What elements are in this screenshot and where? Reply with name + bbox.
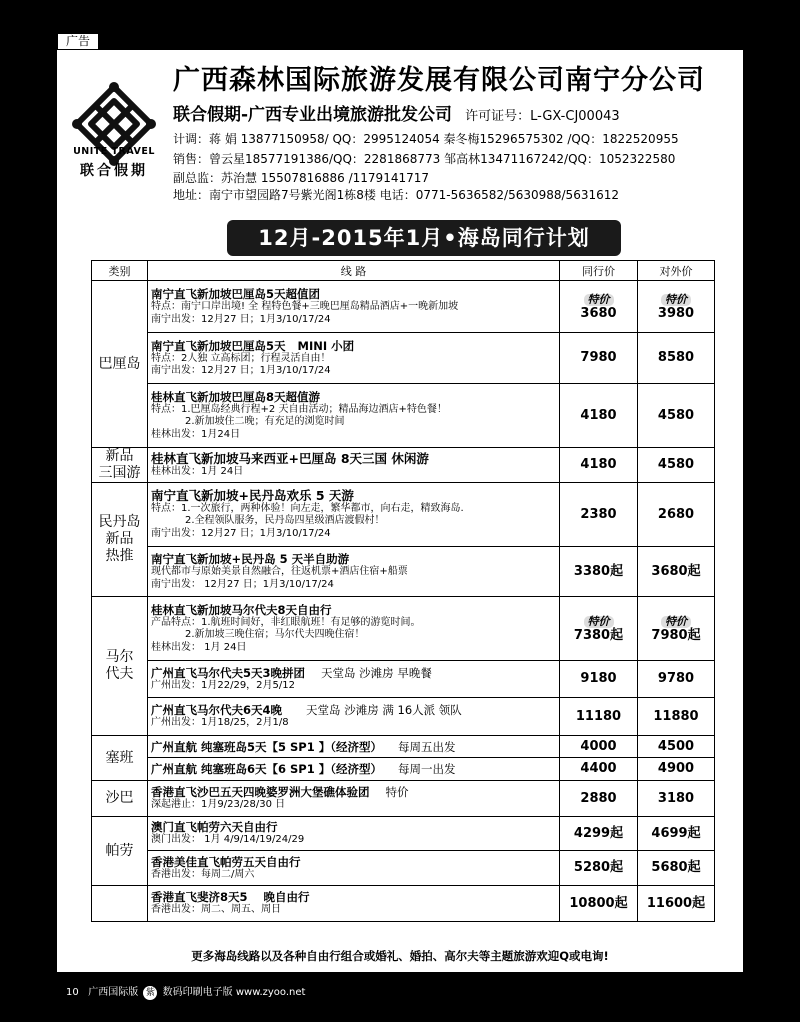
retail-price: 3980 [657,305,695,321]
publication-url: 数码印刷电子版 www.zyoo.net [162,987,306,998]
route-title-main: 广州直飞马尔代夫5天3晚拼团 [151,665,306,680]
retail-price: 5680起 [638,851,715,886]
route-cell [148,333,560,384]
license-number: 许可证号：L-GX-CJ00043 [465,109,620,124]
table-row [92,384,715,448]
retail-price: 4500 [638,736,715,758]
retail-price: 4699起 [638,817,715,851]
route-note: 每周一出发 [398,762,456,776]
contact-line-sales: 销售：曾云星18577191386/QQ：2281868773 邹高林13471167242/QQ：1052322580 [173,152,676,166]
peer-price-cell [560,597,638,661]
route-title [151,762,556,776]
route-title [151,890,556,904]
peer-price: 2880 [560,781,638,817]
retail-price: 4900 [638,758,715,781]
route-departure: 桂林出发：1月 24日 [151,465,244,477]
table-header-row [92,261,715,281]
route-note: 天堂岛 沙滩房 满 16人派 领队 [306,703,462,718]
route-cell [148,597,560,661]
route-departure: 澳门出发： 1月 4/9/14/19/24/29 [151,834,305,846]
route-note: 每周五出发 [398,739,456,754]
category-bintan [92,483,148,597]
route-title-main: 广州直飞马尔代夫6天4晚 [151,703,283,718]
header-retail-price: 对外价 [638,261,715,281]
route-detail: 2.新加坡三晚住宿；马尔代夫四晚住宿！ [185,629,365,641]
route-title-main: 香港直飞沙巴五天四晚婆罗洲大堡礁体验团 [151,785,370,800]
route-title [151,703,556,717]
table-row [92,817,715,851]
route-title: 桂林直飞新加坡马来西亚+巴厘岛 8天三国 休闲游 [151,450,429,466]
route-departure: 广州出发：1月18/25，2月1/8 [151,717,289,729]
table-row [92,781,715,817]
table-row [92,851,715,886]
category-fiji-empty [92,886,148,922]
category-three-country [92,448,148,483]
category-bali: 巴厘岛 [92,281,148,448]
table-row [92,483,715,547]
footer-note: 更多海岛线路以及各种自由行组合或婚礼、婚拍、高尔夫等主题旅游欢迎Q或电询! [191,949,609,963]
route-title: 桂林直飞新加坡马尔代夫8天自由行 [151,602,332,617]
route-cell [148,817,560,851]
company-name: 广西森林国际旅游发展有限公司南宁分公司 [173,65,705,96]
route-note: 晚自由行 [263,890,310,905]
company-subtitle: 联合假期-广西专业出境旅游批发公司 [173,105,453,125]
route-title: 澳门直飞帕劳六天自由行 [151,820,278,835]
route-departure: 桂林出发：1月24日 [151,428,241,440]
route-departure: 桂林出发： 1月 24日 [151,641,247,653]
table-row [92,547,715,597]
route-cell [148,448,560,483]
table-row [92,333,715,384]
route-detail: 2.新加坡住二晚；有充足的浏览时间 [185,416,345,428]
route-cell [148,851,560,886]
header-category: 类别 [92,261,148,281]
route-title: 南宁直飞新加坡+民丹岛 5 天半自助游 [151,552,350,566]
route-departure: 深起港止：1月9/23/28/30 日 [151,799,286,811]
publication-badge-icon: 紫 [143,986,157,1000]
route-detail: 特点：南宁口岸出境! 全 程特色餐+三晚巴厘岛精品酒店+一晚新加坡 [151,301,459,312]
route-note: 特价 [385,785,409,800]
route-title: 香港美佳直飞帕劳五天自由行 [151,854,301,869]
retail-price-cell [638,597,715,661]
category-saipan: 塞班 [92,736,148,781]
tour-price-table [91,260,715,922]
route-cell [148,661,560,698]
category-label: 新品 [105,531,134,547]
route-title-main: 香港直飞斐济8天5 [151,890,248,905]
category-label: 代夫 [105,666,134,682]
table-row [92,448,715,483]
table-row [92,736,715,758]
route-cell [148,281,560,333]
retail-price: 11880 [638,698,715,736]
route-departure: 广州出发：1月22/29，2月5/12 [151,679,295,691]
table-row [92,597,715,661]
route-title [151,339,556,353]
table-row [92,661,715,698]
retail-price: 4580 [638,448,715,483]
special-price-tag: 特价 [661,616,691,628]
page-number: 10 [66,987,79,998]
peer-price: 7380起 [573,627,624,643]
peer-price: 2380 [560,483,638,547]
route-detail: 现代都市与原始美景自然融合，往返机票+酒店住宿+船票 [151,566,408,577]
route-departure: 南宁出发：12月27 日；1月3/10/17/24 [151,365,331,376]
table-row [92,698,715,736]
retail-price: 9780 [638,661,715,698]
header-peer-price: 同行价 [560,261,638,281]
plan-banner: 12月-2015年1月•海岛同行计划 [227,220,621,256]
special-price-tag: 特价 [661,294,691,306]
peer-price-cell [560,281,638,333]
route-departure: 南宁出发： 12月27 日；1月3/10/17/24 [151,578,334,590]
route-title: 南宁直飞新加坡+民丹岛欢乐 5 天游 [151,487,354,503]
contact-line-director: 副总监：苏治慧 15507816886 /1179141717 [173,171,430,185]
peer-price: 4000 [560,736,638,758]
route-title [151,740,556,754]
peer-price: 3380起 [560,547,638,597]
route-cell [148,698,560,736]
logo-caption-cn: 联合假期 [80,163,148,179]
category-maldives [92,597,148,736]
peer-price: 10800起 [560,886,638,922]
peer-price: 4400 [560,758,638,781]
route-detail: 特点：1.巴厘岛经典行程+2 天自由活动；精品海边酒店+特色餐！ [151,403,447,415]
route-title [151,666,556,680]
special-price-tag: 特价 [584,616,614,628]
route-title-tag: MINI 小团 [297,338,355,353]
category-label: 三国游 [98,465,141,481]
peer-price: 4299起 [560,817,638,851]
route-detail: 特点：2人独 立高标团；行程灵活自由！ [151,352,331,364]
route-cell [148,736,560,758]
retail-price: 4580 [638,384,715,448]
publication-name: 广西国际版 [88,987,139,998]
category-label: 热推 [105,548,134,564]
table-row [92,281,715,333]
peer-price: 9180 [560,661,638,698]
subtitle-line [173,100,620,125]
retail-price-cell [638,281,715,333]
retail-price: 3180 [638,781,715,817]
page-footer [66,983,305,1000]
contact-line-planner: 计调：蒋 娟 13877150958/ QQ：2995124054 秦冬梅15296575302 /QQ：1822520955 [173,132,679,146]
route-detail: 2.全程领队服务，民丹岛四星级酒店渡假村！ [185,515,385,527]
route-title: 桂林直飞新加坡巴厘岛8天超值游 [151,389,320,404]
retail-price: 2680 [638,483,715,547]
peer-price: 4180 [560,448,638,483]
contact-line-address: 地址：南宁市望园路7号紫光阁1栋8楼 电话：0771-5636582/5630988/5631612 [173,188,620,202]
route-cell [148,483,560,547]
route-departure: 香港出发：周二、周五、周日 [151,904,281,916]
peer-price: 7980 [560,333,638,384]
route-title [151,785,556,799]
ad-tag: 广告 [57,33,99,50]
table-row [92,886,715,922]
retail-price: 7980起 [651,627,701,643]
peer-price: 4180 [560,384,638,448]
route-departure: 南宁出发：12月27 日；1月3/10/17/24 [151,527,331,539]
route-cell [148,384,560,448]
route-cell [148,886,560,922]
route-cell [148,758,560,781]
logo-caption-en: UNITE TRAVEL [73,146,155,157]
category-sabah: 沙巴 [92,781,148,817]
category-label: 新品 [105,448,134,464]
route-title: 南宁直飞新加坡巴厘岛5天超值团 [151,287,320,301]
ad-page [57,50,743,972]
route-detail: 特点：1.一次旅行，两种体验！向左走，繁华都市，向右走，精致海岛. [151,502,464,514]
route-title-main: 南宁直飞新加坡巴厘岛5天 [151,338,286,353]
header-route: 线 路 [148,261,560,281]
peer-price: 3680 [580,305,617,321]
retail-price: 8580 [638,333,715,384]
peer-price: 11180 [560,698,638,736]
route-cell [148,547,560,597]
route-title-main: 广州直航 纯塞班岛6天【6 SP1 】（经济型） [151,762,382,776]
table-row [92,758,715,781]
peer-price: 5280起 [560,851,638,886]
route-cell [148,781,560,817]
route-departure: 香港出发：每周二/周六 [151,868,255,880]
route-departure: 南宁出发：12月27 日；1月3/10/17/24 [151,313,331,325]
category-palau: 帕劳 [92,817,148,886]
special-price-tag: 特价 [584,294,614,306]
category-label: 马尔 [105,649,134,665]
category-label: 民丹岛 [98,514,141,530]
route-note: 天堂岛 沙滩房 早晚餐 [321,665,432,680]
route-title-main: 广州直航 纯塞班岛5天【5 SP1 】（经济型） [151,739,382,754]
retail-price: 11600起 [638,886,715,922]
retail-price: 3680起 [638,547,715,597]
route-detail: 产品特点：1.航班时间好，非红眼航班！有足够的游览时间。 [151,616,421,628]
